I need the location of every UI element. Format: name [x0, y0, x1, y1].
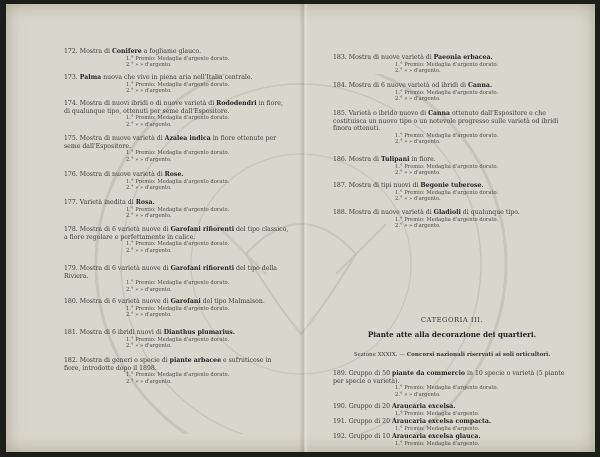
entry-subject: piante da commercio	[392, 370, 466, 377]
catalog-entry	[64, 171, 289, 192]
entry-text	[333, 54, 571, 62]
entry-subject: Tulipani	[381, 156, 410, 163]
entry-post: ottenuto dall'Espositore e che costituisca un nuovo tipo o un notevole progresso sulle varietà od ibridi finora ottenuti.	[333, 110, 559, 133]
prize-line: 2.° » » d'argento.	[126, 121, 172, 128]
prize-line: 1.° Premio: Medaglia d'argento dorato.	[126, 372, 230, 379]
entry-pre: Mostra di generi o specie di	[79, 357, 168, 364]
prize-line: 1.° Premio: Medaglia d'argento dorato.	[126, 336, 230, 343]
entry-text	[64, 357, 289, 372]
section-line	[333, 352, 571, 358]
prize-line: 1.° Premio: Medaglia d'argento.	[395, 425, 480, 432]
catalog-entry	[64, 298, 289, 319]
entry-pre: Mostra di nuove varietà di	[79, 135, 163, 142]
prize-line: 2.° » » d'argento.	[395, 170, 441, 177]
catalog-entry	[64, 199, 289, 220]
entry-text	[64, 298, 289, 306]
prize-line: 2.° » » d'argento.	[126, 286, 172, 293]
catalog-entry	[333, 182, 571, 203]
entry-subject: Araucaria excelsa glauca.	[392, 433, 481, 440]
catalog-entry	[333, 82, 571, 103]
entry-subject: Palma	[79, 74, 102, 81]
entry-subject: Paeonia erbacea.	[433, 54, 493, 61]
entry-number: 185.	[333, 110, 347, 117]
catalog-entry	[333, 209, 571, 230]
catalog-entry	[333, 433, 571, 447]
entry-post: di qualunque tipo.	[462, 209, 520, 216]
catalog-entry	[64, 329, 289, 350]
prize-line: 2.° » » d'argento.	[126, 213, 172, 220]
entry-text	[333, 156, 571, 164]
entry-subject: Conifere	[112, 48, 142, 55]
entry-post: del tipo della Riviera.	[64, 265, 277, 280]
section-text: Concorsi nazionali riservati ai soli orticultori.	[406, 352, 551, 358]
entry-post: a fogliame glauco.	[143, 48, 202, 55]
entry-number: 189.	[333, 370, 347, 377]
entry-text	[64, 48, 289, 56]
prize-line: 1.° Premio: Medaglia d'argento.	[395, 410, 480, 417]
prize-line: 1.° Premio: Medaglia d'argento.	[395, 440, 480, 447]
entry-pre: Mostra di 6 varietà nuove di	[79, 265, 169, 272]
prize-line: 1.° Premio: Medaglia d'argento dorato.	[395, 163, 499, 170]
prize-line: 1.° Premio: Medaglia d'argento dorato.	[395, 89, 499, 96]
entry-text	[333, 433, 571, 441]
prize-line: 2.° » » d'argento.	[126, 185, 172, 192]
entry-text	[333, 82, 571, 90]
entry-pre: Gruppo di 10	[348, 433, 391, 440]
entry-text	[64, 135, 289, 150]
prize-line: 1.° Premio: Medaglia d'argento dorato.	[126, 115, 230, 122]
entry-subject: Canna	[428, 110, 451, 117]
entry-post: in 10 specie o varietà (5 piante per specie o varietà).	[333, 370, 565, 385]
entry-subject: Dianthus plumarius.	[163, 329, 235, 336]
entry-number: 172.	[64, 48, 78, 55]
prize-line: 2.° » » d'argento.	[126, 343, 172, 350]
entry-number: 173.	[64, 74, 78, 81]
entry-pre: Mostra di 6 varietà nuove di	[79, 226, 169, 233]
entry-subject: Azalea indica	[164, 135, 211, 142]
catalog-entry	[64, 226, 289, 254]
prize-line: 1.° Premio: Medaglia d'argento dorato.	[126, 81, 230, 88]
prize-line: 2.° » » d'argento.	[126, 62, 172, 69]
entry-pre: Gruppo di 20	[348, 403, 391, 410]
entry-post: in fiore, di qualunque tipo, ottenuti per seme dall'Espositore.	[64, 100, 283, 115]
entry-subject: Garofani rifiorenti	[170, 265, 235, 272]
catalog-entry	[64, 265, 289, 293]
prize-line: 2.° » » d'argento.	[126, 156, 172, 163]
prize-line: 1.° Premio: Medaglia d'argento dorato.	[126, 150, 230, 157]
prize-line: 2.° » » d'argento.	[126, 312, 172, 319]
prize-line: 2.° » » d'argento.	[395, 139, 441, 146]
entry-pre: Mostra di	[79, 48, 111, 55]
entry-subject: Canna.	[468, 82, 493, 89]
catalog-entry	[333, 418, 571, 432]
entry-pre: Mostra di nuove varietà di	[348, 54, 432, 61]
entry-number: 177.	[64, 199, 78, 206]
entry-pre: Mostra di nuovi ibridi o di nuove varietà di	[79, 100, 215, 107]
prize-line: 1.° Premio: Medaglia d'argento dorato.	[395, 216, 499, 223]
entry-subject: Gladioli	[433, 209, 461, 216]
catalog-entry	[333, 370, 571, 398]
entry-number: 175.	[64, 135, 78, 142]
entry-pre: Mostra di nuove varietà di	[79, 171, 163, 178]
entry-pre: Mostra di tipi nuovi di	[348, 182, 419, 189]
prize-line: 1.° Premio: Medaglia d'argento dorato.	[126, 305, 230, 312]
prize-line: 2.° » » d'argento.	[395, 196, 441, 203]
entry-number: 180.	[64, 298, 78, 305]
center-fold	[299, 4, 309, 452]
entry-pre: Varietà inedita di	[79, 199, 134, 206]
entry-number: 183.	[333, 54, 347, 61]
prize-line: 1.° Premio: Medaglia d'argento dorato.	[126, 55, 230, 62]
prize-line: 1.° Premio: Medaglia d'argento dorato.	[126, 206, 230, 213]
entry-number: 186.	[333, 156, 347, 163]
entry-pre: Varietà o ibrido nuovo di	[348, 110, 427, 117]
catalog-entry	[64, 135, 289, 163]
entry-pre: Mostra di 6 ibridi nuovi di	[79, 329, 162, 336]
entry-number: 191.	[333, 418, 347, 425]
catalog-entry	[64, 48, 289, 69]
entry-text	[64, 329, 289, 337]
entry-text	[333, 370, 571, 385]
entry-pre: Mostra di nuove varietà di	[348, 209, 432, 216]
entry-text	[333, 110, 571, 133]
entry-pre: Mostra di 6 varietà nuove di	[79, 298, 169, 305]
prize-line: 2.° » » d'argento.	[126, 378, 172, 385]
prize-line: 2.° » » d'argento.	[395, 391, 441, 398]
entry-post: nuova che vive in piena aria nell'Italia centrale.	[103, 74, 253, 81]
entry-text	[64, 74, 289, 82]
prize-line: 1.° Premio: Medaglia d'argento dorato.	[395, 61, 499, 68]
entry-number: 184.	[333, 82, 347, 89]
entry-text	[333, 403, 571, 411]
prize-line: 2.° » » d'argento.	[126, 88, 172, 95]
entry-subject: Rosa.	[135, 199, 155, 206]
catalog-entry	[333, 156, 571, 177]
entry-text	[64, 171, 289, 179]
entry-text	[64, 100, 289, 115]
section-label: Sezione XXXIX. —	[353, 352, 405, 358]
entry-pre: Mostra di	[348, 156, 380, 163]
entry-number: 190.	[333, 403, 347, 410]
entry-subject: Garofani rifiorenti	[170, 226, 235, 233]
catalog-entry	[64, 74, 289, 95]
catalog-entry	[333, 110, 571, 146]
entry-subject: Rododendri	[216, 100, 257, 107]
prize-line: 1.° Premio: Medaglia d'argento dorato.	[126, 280, 230, 287]
entry-text	[64, 199, 289, 207]
entry-post: in fiore ottenute per seme dall'Espositore.	[64, 135, 277, 150]
entry-subject: Araucaria excelsa compacta.	[392, 418, 492, 425]
entry-subject: Garofani	[170, 298, 201, 305]
entry-number: 188.	[333, 209, 347, 216]
entry-subject: Araucaria excelsa.	[392, 403, 456, 410]
entry-number: 178.	[64, 226, 78, 233]
entry-pre: Mostra di 6 nuove varietà od ibridi di	[348, 82, 467, 89]
prize-line: 1.° Premio: Medaglia d'argento dorato.	[395, 385, 499, 392]
entry-post: del tipo Malmaison.	[202, 298, 265, 305]
prize-line: 2.° » » d'argento.	[395, 96, 441, 103]
entry-text	[64, 265, 289, 280]
catalog-entry	[64, 100, 289, 128]
prize-line: 2.° » » d'argento.	[126, 247, 172, 254]
catalog-entry	[333, 54, 571, 75]
prize-line: 1.° Premio: Medaglia d'argento dorato.	[126, 241, 230, 248]
prize-line: 1.° Premio: Medaglia d'argento dorato.	[126, 178, 230, 185]
entry-number: 179.	[64, 265, 78, 272]
entry-post: in fiore.	[411, 156, 436, 163]
booklet-sheet	[6, 4, 595, 452]
prize-line: 2.° » » d'argento.	[395, 68, 441, 75]
entry-pre: Gruppo di 20	[348, 418, 391, 425]
entry-subject: Begonie tuberose.	[420, 182, 484, 189]
entry-post: e sufruticose in fiore, introdotte dopo il 1898.	[64, 357, 272, 372]
entry-number: 182.	[64, 357, 78, 364]
entry-number: 176.	[64, 171, 78, 178]
entry-pre: Gruppo di 50	[348, 370, 391, 377]
catalog-entry	[333, 403, 571, 417]
entry-number: 187.	[333, 182, 347, 189]
entry-number: 192.	[333, 433, 347, 440]
category-title: Piante atte alla decorazione dei quartieri.	[367, 330, 537, 339]
entry-text	[64, 226, 289, 241]
entry-number: 174.	[64, 100, 78, 107]
category-heading: CATEGORIA III.	[420, 316, 484, 324]
entry-text	[333, 418, 571, 426]
prize-line: 2.° » » d'argento.	[395, 223, 441, 230]
entry-text	[333, 209, 571, 217]
catalog-entry	[64, 357, 289, 385]
prize-line: 1.° Premio: Medaglia d'argento dorato.	[395, 189, 499, 196]
entry-post: del tipo classico, a fiore regolare e perfettamente in calice.	[64, 226, 289, 241]
entry-text	[333, 182, 571, 190]
entry-subject: piante arbacee	[169, 357, 222, 364]
entry-number: 181.	[64, 329, 78, 336]
prize-line: 1.° Premio: Medaglia d'argento dorato.	[395, 132, 499, 139]
entry-subject: Rose.	[164, 171, 184, 178]
